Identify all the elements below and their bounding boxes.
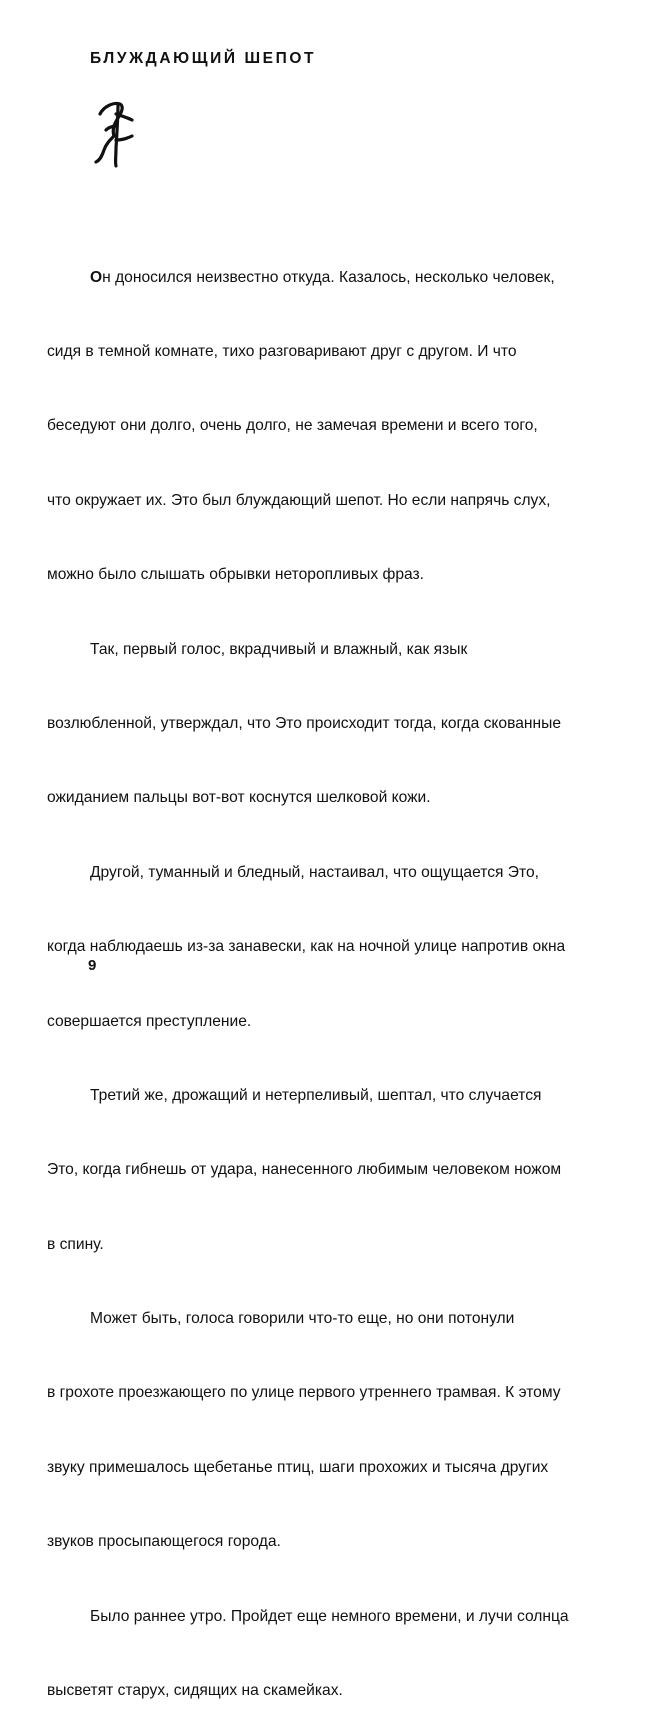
chapter-body [47,216,627,1729]
body-line: можно было слышать обрывки неторопливых фраз. [47,566,424,584]
body-line: звуков просыпающегося города. [47,1533,281,1551]
body-line: в спину. [47,1235,104,1253]
page-number: 9 [88,957,97,974]
body-line: что окружает их. Это был блуждающий шепот. Но если напрячь слух, [47,491,551,509]
body-line: Другой, туманный и бледный, настаивал, что ощущается Это, [90,863,539,881]
body-line: Он доносился неизвестно откуда. Казалось, несколько человек, [90,268,555,286]
body-line: в грохоте проезжающего по улице первого утреннего трамвая. К этому [47,1384,561,1402]
body-line: возлюбленной, утверждал, что Это происходит тогда, когда скованные [47,714,561,732]
body-line: когда наблюдаешь из-за занавески, как на ночной улице напротив окна [47,938,566,956]
body-line: Было раннее утро. Пройдет еще немного времени, и лучи солнца [90,1607,569,1625]
body-line: сидя в темной комнате, тихо разговаривают друг с другом. И что [47,342,517,360]
body-line: ожиданием пальцы вот-вот коснутся шелковой кожи. [47,789,431,807]
drop-cap: О [90,268,103,286]
handwritten-glyph-icon [88,96,140,168]
body-line: Это, когда гибнешь от удара, нанесенного любимым человеком ножом [47,1161,562,1179]
chapter-title: БЛУЖДАЮЩИЙ ШЕПОТ [90,50,317,67]
body-line: совершается преступление. [47,1012,252,1030]
body-line: Так, первый голос, вкрадчивый и влажный, как язык [90,640,468,658]
body-line: Может быть, голоса говорили что-то еще, но они потонули [90,1310,515,1328]
body-line: звуку примешалось щебетанье птиц, шаги прохожих и тысяча других [47,1458,549,1476]
body-line: беседуют они долго, очень долго, не замечая времени и всего того, [47,417,538,435]
body-line: Третий же, дрожащий и нетерпеливый, шептал, что случается [90,1086,542,1104]
body-line: высветят старух, сидящих на скамейках. [47,1682,343,1700]
